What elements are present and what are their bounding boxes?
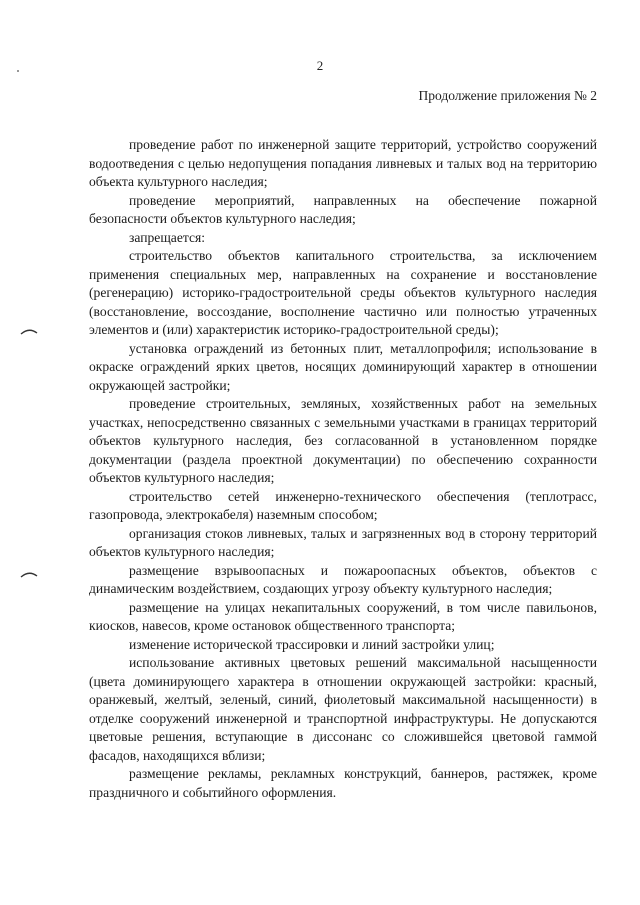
binding-hole-mark <box>20 327 38 335</box>
paragraph-fences: установка ограждений из бетонных плит, металлопрофиля; использование в окраске ограждений ярких цветов, носящих доминирующий характер в отношении окружающей застройки; <box>89 340 597 393</box>
paragraph-utility-networks: строительство сетей инженерно-технического обеспечения (теплотрасс, газопровода, электрокабеля) наземным способом; <box>89 488 597 522</box>
document-body <box>89 136 597 802</box>
binding-hole-mark <box>20 570 38 578</box>
paragraph-street-layout: изменение исторической трассировки и линий застройки улиц; <box>129 636 495 652</box>
paragraph-color-solutions: использование активных цветовых решений максимальной насыщенности (цвета доминирующего характера в отношении окружающей застройки: красный, оранжевый, желтый, зеленый, синий, фиолетовый максимальной насыщенности) в отделке сооружений инженерной и транспортной инфраструктуры. Не допускаются цветовые решения, вступающие в диссонанс со сложившейся цветовой гаммой фасадов, находящихся вблизи; <box>89 655 597 763</box>
paragraph-capital-construction: строительство объектов капитального строительства, за исключением применения специальных мер, направленных на сохранение и восстановление (регенерацию) историко-градостроительной среды объектов культурного наследия (восстановление, воссоздание, восполнение частично или полностью утраченных элементов и (или) характеристик историко-градостроительной среды); <box>89 248 597 337</box>
paragraph-advertising: размещение рекламы, рекламных конструкций, баннеров, растяжек, кроме праздничного и событийного оформления. <box>89 766 597 800</box>
paragraph-fire-safety: проведение мероприятий, направленных на обеспечение пожарной безопасности объектов культурного наследия; <box>89 192 597 226</box>
page-number: 2 <box>316 58 324 73</box>
appendix-continuation-header: Продолжение приложения № 2 <box>418 88 597 103</box>
paragraph-engineering-protection: проведение работ по инженерной защите территорий, устройство сооружений водоотведения с целью недопущения попадания ливневых и талых вод на территорию объекта культурного наследия; <box>89 137 597 189</box>
paragraph-earthworks: проведение строительных, земляных, хозяйственных работ на земельных участках, непосредственно связанных с земельными участками в границах территорий объектов культурного наследия, без согласованной в установленном порядке документации (раздела проектной документации) по обеспечению сохранности объектов культурного наследия; <box>89 396 597 485</box>
paragraph-temporary-structures: размещение на улицах некапитальных сооружений, в том числе павильонов, киосков, навесов, кроме остановок общественного транспорта; <box>89 599 597 633</box>
paragraph-runoff: организация стоков ливневых, талых и загрязненных вод в сторону территорий объектов культурного наследия; <box>89 525 597 559</box>
paragraph-hazardous-objects: размещение взрывоопасных и пожароопасных объектов, объектов с динамическим воздействием, создающих угрозу объекту культурного наследия; <box>89 562 597 596</box>
paragraph-prohibited-heading: запрещается: <box>129 229 206 245</box>
